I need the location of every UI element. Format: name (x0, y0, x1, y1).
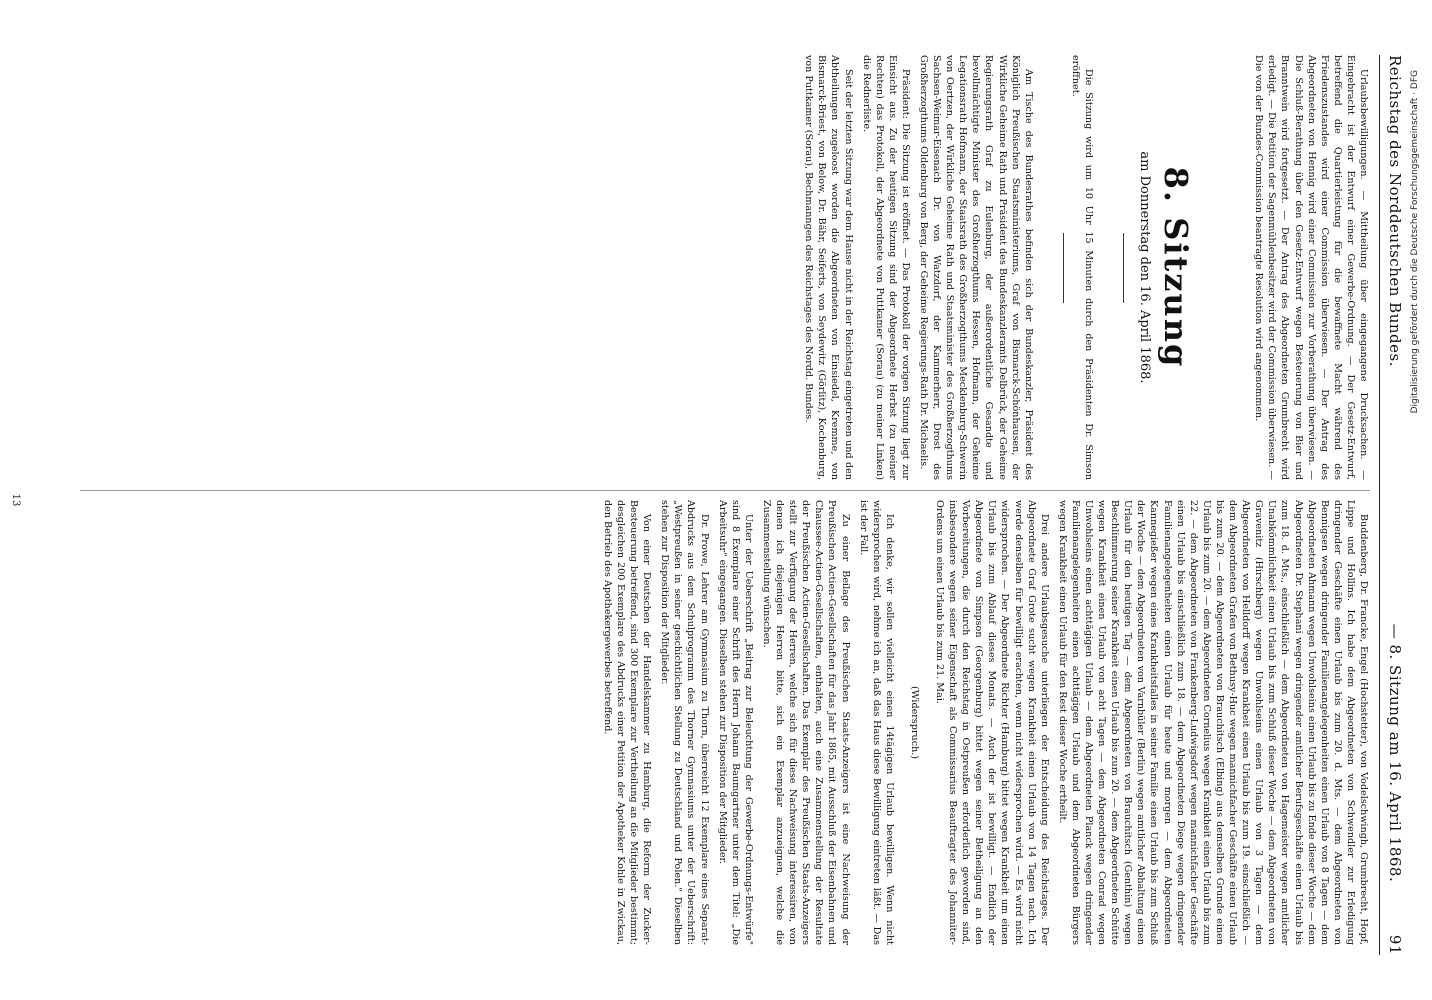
remark-paragraph: Ich denke, wir sollen vielleicht einen 14tägigen Urlaub bewilligen. Wenn nicht widersprochen wird, nehme ich an, daß das Haus diese Bewilligung eintreten läßt. — Das ist der Fall. (857, 500, 895, 945)
header-left: Reichstag des Norddeutschen Bundes. (1386, 55, 1404, 367)
president-paragraph: Präsident: Die Sitzung ist eröffnet. — Das Protokoll der vorigen Sitzung liegt zur Einsicht aus. Zu der heutigen Sitzung sind der Abgeordnete Herbst (zu meiner Rechten) das Protokoll, der Abgeordnete von Puttkamer (Sorau) (zu meiner Linken) die Rednerliste. (860, 55, 911, 480)
signature-mark: 13 (10, 493, 21, 507)
short-rule (1063, 233, 1064, 303)
leave-requests-paragraph: Buddenberg, Dr. Francke, Engel (Hochstetter), von Vodelschwingh, Grumbrecht, Hopf, Lippe und Hollins. Ich habe dem Abgeordneten von Schwendler zur Erledigung dringender Geschäfte einen Urlaub bis zum 20. d. Mts. — dem Abgeordneten von Bennigsen wegen dringender Familienangelegenheiten einen Urlaub von 8 Tagen — dem Abgeordneten Ahmann wegen Unwohlseins einen Urlaub bis zu Ende dieser Woche — dem Abgeordneten Dr. Stephani wegen dringender amtlicher Berufsgeschäfte einen Urlaub bis zum 18. d. Mts., einschließlich — dem Abgeordneten von Hagemeister wegen amtlicher Unabkömmlichkeit einen Urlaub bis zum Schluß dieser Woche — dem Abgeordneten von Gravenitz (Hirschberg) wegen Unwohlseins einen Urlaub von 3 Tagen — dem Abgeordneten von Helldorff wegen Krankheit einen Urlaub bis zum 19. einschließlich — dem Abgeordneten Grafen von Bethusy-Huc wegen mannichfacher Geschäfte einen Urlaub bis zum 20. — dem Abgeordneten von Brauchitsch (Elbing) aus demselben Grunde einen Urlaub bis zum 20. — dem Abgeordneten Cornelius wegen Krankheit einen Urlaub bis zum 22. — dem Abgeordneten von Frankenberg-Ludwigsdorf wegen mannichfacher Geschäfte einen Urlaub bis einschließlich zum 18. — dem Abgeordneten Diege wegen dringender Familienangelegenheiten einen Urlaub für heute und morgen — dem Abgeordneten Kannegießer wegen eines Krankheitsfalles in seiner Familie einen Urlaub bis zum Schluß der Woche — dem Abgeordneten von Varnbüler (Berlin) wegen amtlicher Abhaltung einen Urlaub für den heutigen Tag — dem Abgeordneten von Brauchitsch (Genthin) wegen Beschlimmerung seiner Krankheit einen Urlaub bis zum 20. — dem Abgeordneten Schütte wegen Krankheit einen Urlaub von acht Tagen — dem Abgeordneten Conrad wegen Unwohlseins einen achttägigen Urlaub — dem Abgeordneten Planck wegen dringender Familienangelegenheiten einen achttägigen Urlaub und dem Abgeordneten Bürgers wegen Krankheit einen Urlaub für den Rest dieser Woche ertheilt. (1056, 500, 1369, 945)
new-members-paragraph: Seit der letzten Sitzung war dem Hause nicht in der Reichstag eingetreten und den Abtheilungen zugeloost worden die Abgeordneten von Einsiedel, Kremme, von Bismarck-Briest, von Below, Dr. Bähr, Seiferts, von Seydewitz (Görlitz), Kochenburg, von Puttkamer (Sorau), Bechmanngen des Reichstages des Nordd. Bundes. (803, 55, 854, 480)
prowe-paragraph: Dr. Prowe, Lehrer am Gymnasium zu Thorn, überreicht 12 Exemplare eines Separat-Abdrucks aus dem Schulprogramm des Thorner Gymnasiums unter der Ueberschrift: „Westpreußen in seiner geschichtlichen Stellung zu Deutschland und Polen." Dieselben stehen zur Disposition der Mitglieder. (659, 500, 710, 945)
digitization-credit (1410, 70, 1428, 890)
header-session: — 8. Sitzung am 16. April 1868. (1386, 623, 1404, 883)
header-rule (1379, 55, 1380, 955)
right-column (596, 500, 1370, 945)
widerspruch-note: (Widerspruch.) (908, 685, 920, 760)
further-requests-paragraph: Drei andere Urlaubsgesuche unterliegen der Entscheidung des Reichstages. Der Abgeordnete Graf Grote sucht wegen Krankheit einen Urlaub von 14 Tagen nach. Ich werde denselben für bewilligt erachten, wenn nicht widersprochen wird. — Es wird nicht widersprochen. — Der Abgeordnete Richter (Hamburg) bittet wegen Krankheit um einen Urlaub bis zum Ablauf dieses Monats. — Auch der ist bewilligt. — Endlich der Abgeordnete von Simpson (Georgenburg) bittet wegen seiner Betheiligung an den Vorbereitungen, die durch den Reichstag in Ostpreußen erforderlich geworden sind, insbesondere wegen seiner Eigenschaft als Commissarius Beauftragter des Johanniter-Ordens um einen Urlaub bis zum 21. Mai. (934, 500, 1050, 945)
column-divider (80, 490, 1370, 491)
handelskammer-paragraph: Von einer Deutschen der Handelskammer zu Hamburg, die Reform der Zucker-Besteuerung betreffend, sind 300 Exemplare zur Vertheilung an die Mitglieder bestimmt; desgleichen 200 Exemplare des Abdrucks einer Petition der Apotheker Kohle in Zwickau, den Betrieb des Apothekergewerbes betreffend. (601, 500, 653, 945)
under-title-paragraph: Unter der Ueberschrift „Beitrag zur Beleuchtung der Gewerbe-Ordnungs-Entwürfe" sind 8 Exemplare einer Schrift des Herrn Johann Baumgartner unter dem Titel: „Die Arbeitsuhr" eingegangen. Dieselben stehen zur Disposition der Mitglieder. (716, 500, 754, 945)
left-column (797, 55, 1370, 480)
page-number: 91 (1386, 934, 1404, 955)
agenda-summary: Urlaubsbewilligungen. — Mittheilung über eingegangene Drucksachen. — Eingebracht ist der Entwurf einer Gewerbe-Ordnung. — Der Gesetz-Entwurf, betreffend die Quartierleistung für die bewaffnete Macht während des Friedenszustandes wird einer Commission überwiesen. — Der Antrag des Abgeordneten von Hennig wird einer Commission zur Vorberathung überwiesen. — Die Schluß-Berathung über den Gesetz-Entwurf wegen Besteuerung von Bier und Branntwein wird fortgesetzt. — Der Antrag des Abgeordneten Grumbrecht wird erledigt. — Die Petition der Sagenmühlenbesitzer wird der Commission überwiesen. — Die von der Bundes-Commission beantragte Resolution wird angenommen. (1253, 55, 1369, 480)
opening-paragraph: Die Sitzung wird um 10 Uhr 15 Minuten durch den Präsidenten Dr. Simson eröffnet. (1069, 55, 1094, 480)
short-rule (1123, 233, 1124, 303)
bundesrat-paragraph: Am Tische des Bundesrathes befinden sich der Bundeskanzler, Präsident des Königlich Preußischen Staatsministeriums, Graf von Bismarck-Schönhausen, der Wirkliche Geheime Rath und Präsident des Bundeskanzleramts Delbrück, der Geheime Regierungsrath Graf zu Eulenburg, der außerordentliche Gesandte und bevollmächtigte Minister des Großherzogthums Hessen, Hofmann, der Geheime Legationsrath Hofmann, der Staatsrath des Großherzogthums Mecklenburg-Schwerin von Oertzen, der Wirkliche Geheime Rath und Staatsminister des Großherzogthums Sachsen-Weimar-Eisenach Dr. von Watzdorf, der Kammerherr, Drost des Großherzogthums Oldenburg von Berg, der Geheime Regierungs-Rath Dr. Michaelis. (918, 55, 1034, 480)
dfg-credit-text: Digitalisierung gefördert durch die Deutsche Forschungsgemeinschaft · DFG (1410, 70, 1420, 414)
header-right (1386, 624, 1404, 955)
running-header (1382, 55, 1404, 955)
documents-paragraph: Zu einer Beilage des Preußischen Staats-Anzeigers ist eine Nachweisung der Preußischen Actien-Gesellschaften für das Jahr 1865, mit Ausschluß der Eisenbahnen und Chaussee-Actien-Gesellschaften, enthalten, auch eine Zusammenstellung der Resultate der Preußischen Actien-Gesellschaften. Das Exemplar des Preußischen Staats-Anzeigers stellt zur Verfügung der Herren, welche sich für diese Nachweisung interessiren, von denen ich diejenigen Herren bitte, sich ein Exemplar anzueignen, welche die Zusammenstellung wünschen. (760, 500, 851, 945)
session-title: 8. Sitzung (1157, 166, 1196, 369)
session-date: am Donnerstag den 16. April 1868. (1137, 151, 1153, 384)
